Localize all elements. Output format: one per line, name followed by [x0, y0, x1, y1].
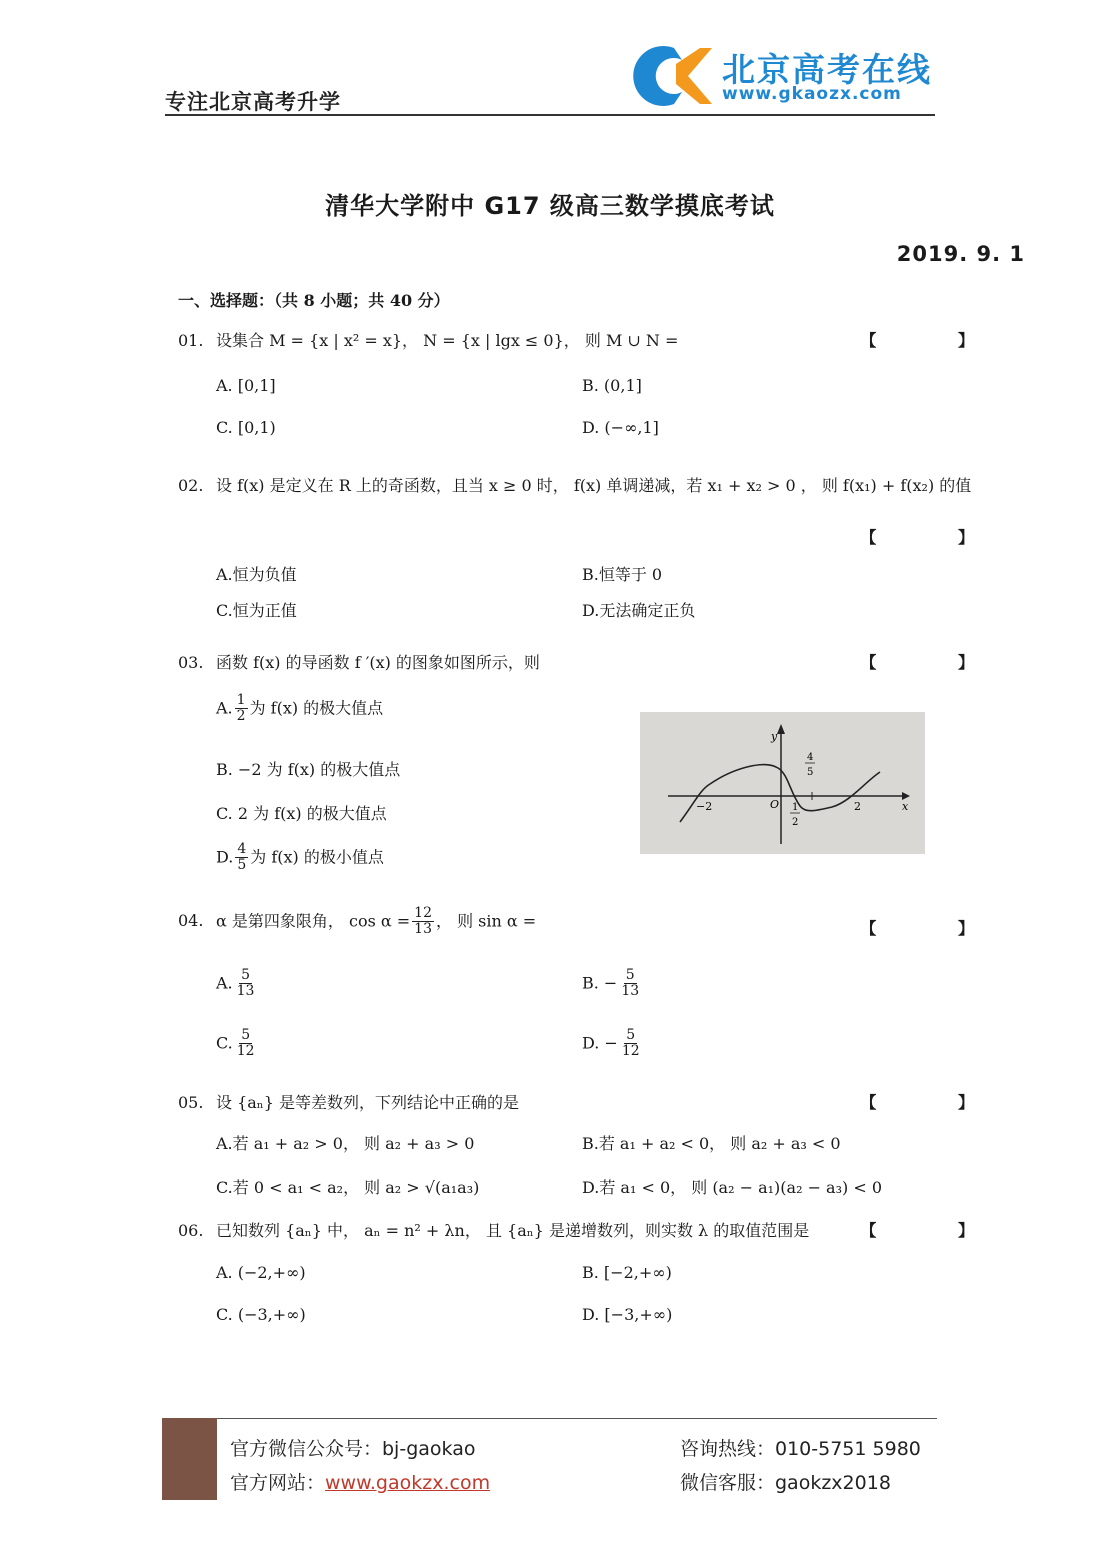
option-text: 为 f(x) 的极大值点 — [249, 698, 384, 718]
answer-bracket: 【 】 — [860, 1093, 1012, 1112]
option-d: D. (−∞,1] — [582, 418, 659, 437]
numerator: 4 — [237, 841, 247, 857]
option-c: C.恒为正值 — [216, 601, 297, 620]
numerator: 5 — [241, 1027, 251, 1043]
tick-half-num: 1 — [792, 802, 799, 813]
option-b: B.恒等于 0 — [582, 565, 663, 584]
answer-bracket: 【 】 — [860, 653, 1012, 672]
option-a: A.恒为负值 — [216, 565, 297, 584]
footer-site — [230, 1468, 490, 1495]
tick-2: 2 — [854, 800, 861, 813]
option-a — [216, 968, 258, 1000]
option-b: B. (0,1] — [582, 376, 642, 395]
option-a: A. [0,1] — [216, 376, 276, 395]
denominator: 12 — [621, 1043, 640, 1060]
option-letter: A. — [216, 973, 233, 993]
x-axis-arrow — [902, 792, 910, 800]
footer-wechat: 官方微信公众号：bj-gaokao — [230, 1438, 476, 1460]
footer-divider — [162, 1418, 937, 1419]
option-d: D. [−3,+∞) — [582, 1305, 673, 1324]
option-c: C. (−3,+∞) — [216, 1305, 306, 1324]
numerator: 5 — [625, 967, 635, 983]
option-c — [216, 1028, 259, 1060]
question-number: 06. — [178, 1221, 204, 1240]
option-a: A. (−2,+∞) — [216, 1263, 306, 1282]
question-text: 已知数列 {aₙ} 中， aₙ = n² + λn， 且 {aₙ} 是递增数列，则实数 λ 的取值范围是 — [216, 1221, 810, 1240]
tick-45-den: 5 — [807, 767, 814, 778]
option-d: D.若 a₁ < 0， 则 (a₂ − a₁)(a₂ − a₃) < 0 — [582, 1178, 883, 1197]
fraction — [235, 968, 257, 1000]
fraction — [235, 842, 248, 874]
question-text: 设 {aₙ} 是等差数列，下列结论中正确的是 — [216, 1093, 519, 1112]
question-number: 02. — [178, 476, 204, 495]
question-text: ， 则 sin α = — [436, 911, 537, 931]
question-3 — [178, 650, 540, 673]
option-d: D.无法确定正负 — [582, 601, 696, 620]
option-letter: D. − — [582, 1033, 618, 1053]
x-label: x — [902, 800, 909, 813]
y-label: y — [771, 730, 778, 743]
footer-site-label: 官方网站： — [230, 1472, 326, 1494]
question-text: 设集合 M = {x | x² = x}， N = {x | lgx ≤ 0}， 则 M ∪ N = — [216, 331, 679, 350]
numerator: 1 — [236, 692, 246, 708]
question-number: 01. — [178, 331, 204, 350]
option-b: B.若 a₁ + a₂ < 0， 则 a₂ + a₃ < 0 — [582, 1134, 841, 1153]
footer-site-link[interactable]: www.gaokzx.com — [325, 1472, 491, 1494]
fraction — [412, 906, 434, 938]
header-slogan: 专注北京高考升学 — [165, 90, 341, 114]
option-letter: D. — [216, 847, 234, 867]
question-number: 05. — [178, 1093, 204, 1112]
question-number: 04. — [178, 911, 204, 931]
tick-neg-2: −2 — [696, 800, 713, 813]
denominator: 12 — [236, 1043, 255, 1060]
option-letter: B. − — [582, 973, 618, 993]
option-b: B. −2 为 f(x) 的极大值点 — [216, 760, 401, 779]
question-number: 03. — [178, 653, 204, 672]
answer-bracket: 【 】 — [860, 331, 1012, 350]
tick-45-num: 4 — [807, 752, 814, 763]
question-text: α 是第四象限角， cos α = — [216, 911, 411, 931]
footer-service: 微信客服：gaokzx2018 — [680, 1472, 891, 1494]
question-5 — [178, 1090, 519, 1113]
question-text: 函数 f(x) 的导函数 f ′(x) 的图象如图所示，则 — [216, 653, 540, 672]
fraction — [619, 968, 641, 1000]
origin-label: O — [770, 798, 780, 811]
question-4 — [178, 906, 536, 938]
denominator: 13 — [236, 983, 255, 1000]
option-letter: A. — [216, 698, 233, 718]
numerator: 12 — [414, 905, 432, 921]
denominator: 13 — [621, 983, 640, 1000]
graph-svg — [640, 712, 925, 854]
tick-half-den: 2 — [792, 817, 799, 828]
footer-accent-bar — [162, 1418, 217, 1500]
derivative-graph — [640, 712, 925, 854]
option-c: C. 2 为 f(x) 的极大值点 — [216, 804, 387, 823]
exam-date: 2019. 9. 1 — [896, 242, 1025, 266]
logo-name: 北京高考在线 — [722, 50, 932, 89]
denominator: 5 — [237, 857, 247, 874]
numerator: 5 — [626, 1027, 636, 1043]
fraction — [235, 1028, 257, 1060]
option-c: C. [0,1) — [216, 418, 276, 437]
denominator: 2 — [236, 708, 246, 725]
option-c: C.若 0 < a₁ < a₂， 则 a₂ > √(a₁a₃) — [216, 1178, 480, 1197]
option-d — [216, 842, 384, 874]
denominator: 13 — [414, 921, 432, 938]
header-divider — [165, 114, 935, 116]
fraction — [620, 1028, 642, 1060]
answer-bracket: 【 】 — [860, 528, 1012, 547]
question-1 — [178, 328, 678, 351]
option-letter: C. — [216, 1033, 233, 1053]
numerator: 5 — [241, 967, 251, 983]
section-heading: 一、选择题：（共 8 小题；共 40 分） — [178, 291, 450, 310]
answer-bracket: 【 】 — [860, 1221, 1012, 1240]
fraction — [235, 693, 248, 725]
answer-bracket: 【 】 — [860, 919, 1012, 938]
footer-hotline: 咨询热线：010-5751 5980 — [680, 1438, 921, 1460]
question-2 — [178, 473, 971, 496]
y-axis-arrow — [777, 724, 785, 734]
question-text: 设 f(x) 是定义在 R 上的奇函数，且当 x ≥ 0 时， f(x) 单调递减，若 x₁ + x₂ > 0 ， 则 f(x₁) + f(x₂) 的值 — [216, 476, 972, 495]
exam-title: 清华大学附中 G17 级高三数学摸底考试 — [325, 192, 775, 220]
option-b — [582, 968, 643, 1000]
derivative-curve — [680, 765, 880, 822]
option-a — [216, 693, 383, 725]
option-b: B. [−2,+∞) — [582, 1263, 672, 1282]
option-text: 为 f(x) 的极小值点 — [250, 847, 384, 867]
question-6 — [178, 1218, 809, 1241]
option-d — [582, 1028, 644, 1060]
option-a: A.若 a₁ + a₂ > 0， 则 a₂ + a₃ > 0 — [216, 1134, 475, 1153]
logo-url: www.gkaozx.com — [722, 84, 902, 104]
